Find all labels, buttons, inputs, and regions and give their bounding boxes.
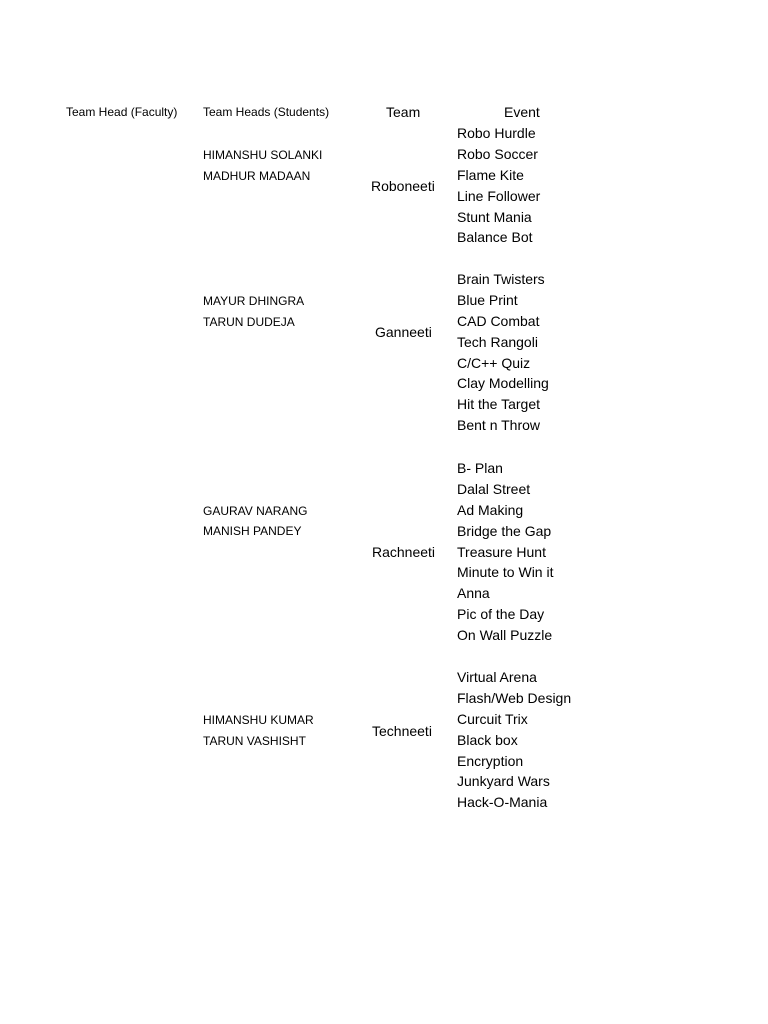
event-item: Balance Bot	[457, 229, 533, 246]
event-item: Encryption	[457, 752, 524, 769]
event-item: Pic of the Day	[457, 606, 545, 623]
student-name: HIMANSHU SOLANKI	[203, 148, 323, 162]
header-event: Event	[504, 104, 540, 120]
header-faculty: Team Head (Faculty)	[66, 105, 178, 119]
event-item: On Wall Puzzle	[457, 627, 553, 644]
event-item: Ad Making	[457, 501, 524, 518]
event-item: Robo Hurdle	[457, 125, 536, 141]
header-team: Team	[386, 104, 421, 120]
event-item: Hack-O-Mania	[457, 794, 548, 811]
student-name: GAURAV NARANG	[203, 504, 308, 518]
event-item: Line Follower	[457, 187, 541, 204]
student-name: TARUN DUDEJA	[203, 315, 295, 329]
event-item: Minute to Win it	[457, 564, 554, 581]
event-item: Stunt Mania	[457, 208, 532, 225]
event-item: Virtual Arena	[457, 669, 537, 685]
team-name: Rachneeti	[372, 544, 436, 560]
team-name: Roboneeti	[371, 178, 435, 194]
event-list	[457, 458, 553, 646]
event-item: Brain Twisters	[457, 271, 545, 287]
student-name: MADHUR MADAAN	[203, 169, 311, 183]
team-name: Techneeti	[372, 723, 432, 739]
student-name: TARUN VASHISHT	[203, 734, 306, 748]
event-item: Bent n Throw	[457, 417, 541, 434]
event-item: Junkyard Wars	[457, 773, 550, 790]
event-item: Flame Kite	[457, 166, 524, 183]
event-item: Anna	[457, 585, 490, 602]
event-item: Hit the Target	[457, 396, 541, 413]
event-item: Blue Print	[457, 291, 518, 308]
event-item: Dalal Street	[457, 480, 531, 497]
event-list	[457, 269, 549, 436]
event-item: Tech Rangoli	[457, 333, 538, 350]
event-item: Treasure Hunt	[457, 543, 546, 560]
event-item: Clay Modelling	[457, 375, 549, 392]
event-item: CAD Combat	[457, 312, 540, 329]
event-item: C/C++ Quiz	[457, 354, 531, 371]
event-list	[457, 123, 540, 248]
event-item: Black box	[457, 731, 518, 748]
student-name: MAYUR DHINGRA	[203, 294, 305, 308]
header-students: Team Heads (Students)	[203, 105, 330, 119]
event-item: B- Plan	[457, 460, 503, 476]
student-name: HIMANSHU KUMAR	[203, 713, 314, 727]
student-name: MANISH PANDEY	[203, 524, 302, 538]
event-list	[457, 667, 571, 813]
event-item: Bridge the Gap	[457, 522, 552, 539]
event-item: Flash/Web Design	[457, 689, 572, 706]
event-item: Robo Soccer	[457, 145, 538, 162]
event-item: Curcuit Trix	[457, 710, 528, 727]
team-name: Ganneeti	[375, 324, 432, 340]
